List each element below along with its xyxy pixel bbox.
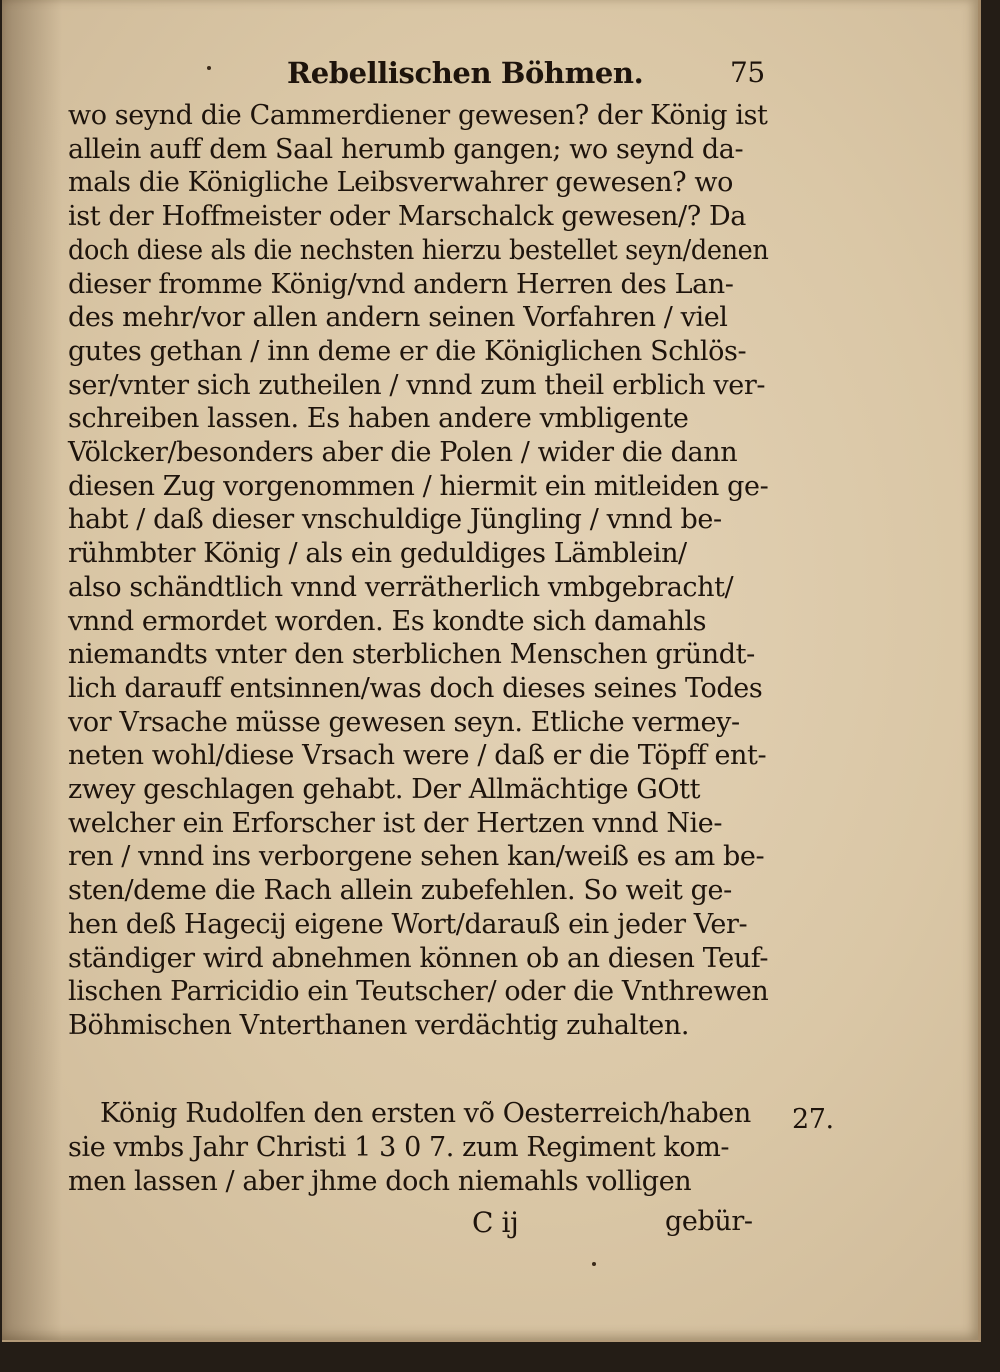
text-line: Böhmischen Vnterthanen verdächtig zuhalten. [68, 1009, 690, 1041]
text-line: schreiben lassen. Es haben andere vmbligente [68, 403, 689, 435]
text-line: gutes gethan / inn deme er die Königlichen Schlös- [68, 335, 747, 367]
text-line: ser/vnter sich zutheilen / vnnd zum theil erblich ver- [68, 369, 766, 401]
catchword: gebür- [665, 1206, 753, 1237]
text-line: lich darauff entsinnen/was doch dieses seines Todes [68, 672, 763, 704]
text-line: men lassen / aber jhme doch niemahls volligen [68, 1166, 692, 1197]
text-line: mals die Königliche Leibsverwahrer gewesen? wo [68, 167, 733, 199]
text-line: diesen Zug vorgenommen / hiermit ein mitleiden ge- [68, 470, 769, 502]
text-line: ständiger wird abnehmen können ob an diesen Teuf- [68, 942, 769, 974]
text-line: lischen Parricidio ein Teutscher/ oder die Vnthrewen [68, 976, 769, 1008]
text-line: Völcker/besonders aber die Polen / wider die dann [68, 437, 738, 468]
text-line: rühmbter König / als ein geduldiges Lämblein/ [68, 538, 687, 570]
page-number: 75 [730, 56, 765, 89]
text-line: sten/deme die Rach allein zubefehlen. So weit ge- [68, 875, 732, 907]
text-line: also schändtlich vnnd verrätherlich vmbgebracht/ [68, 571, 734, 603]
text-line: zwey geschlagen gehabt. Der Allmächtige GOtt [68, 774, 701, 805]
text-line: allein auff dem Saal herumb gangen; wo seynd da- [68, 133, 744, 165]
text-line: vnnd ermordet worden. Es kondte sich damahls [68, 605, 707, 637]
ink-speck [592, 1262, 596, 1266]
text-line: neten wohl/diese Vrsach were / daß er die Töpff ent- [68, 740, 767, 772]
text-line: hen deß Hagecij eigene Wort/darauß ein jeder Ver- [68, 908, 748, 940]
text-line: König Rudolfen den ersten võ Oesterreich/haben [100, 1098, 751, 1129]
text-line: doch diese als die nechsten hierzu bestellet seyn/denen [68, 234, 769, 266]
running-title: Rebellischen Böhmen. [287, 56, 644, 90]
ink-speck [207, 66, 211, 70]
text-line: welcher ein Erforscher ist der Hertzen vnnd Nie- [68, 807, 723, 839]
text-line: niemandts vnter den sterblichen Menschen gründt- [68, 639, 755, 671]
text-line: ist der Hoffmeister oder Marschalck gewesen/? Da [68, 201, 746, 233]
book-page [2, 0, 981, 1342]
text-line: wo seynd die Cammerdiener gewesen? der König ist [68, 100, 768, 131]
margin-note: 27. [792, 1104, 834, 1135]
text-line: des mehr/vor allen andern seinen Vorfahren / viel [68, 302, 728, 334]
text-line: ren / vnnd ins verborgene sehen kan/weiß es am be- [68, 841, 765, 873]
gutter-shadow [2, 0, 62, 1340]
text-line: dieser fromme König/vnd andern Herren des Lan- [68, 268, 734, 300]
text-line: vor Vrsache müsse gewesen seyn. Etliche vermey- [68, 706, 740, 738]
text-line: sie vmbs Jahr Christi 1 3 0 7. zum Regiment kom- [68, 1132, 730, 1163]
text-line: habt / daß dieser vnschuldige Jüngling / vnnd be- [68, 504, 722, 536]
signature-mark: C ij [472, 1206, 519, 1239]
